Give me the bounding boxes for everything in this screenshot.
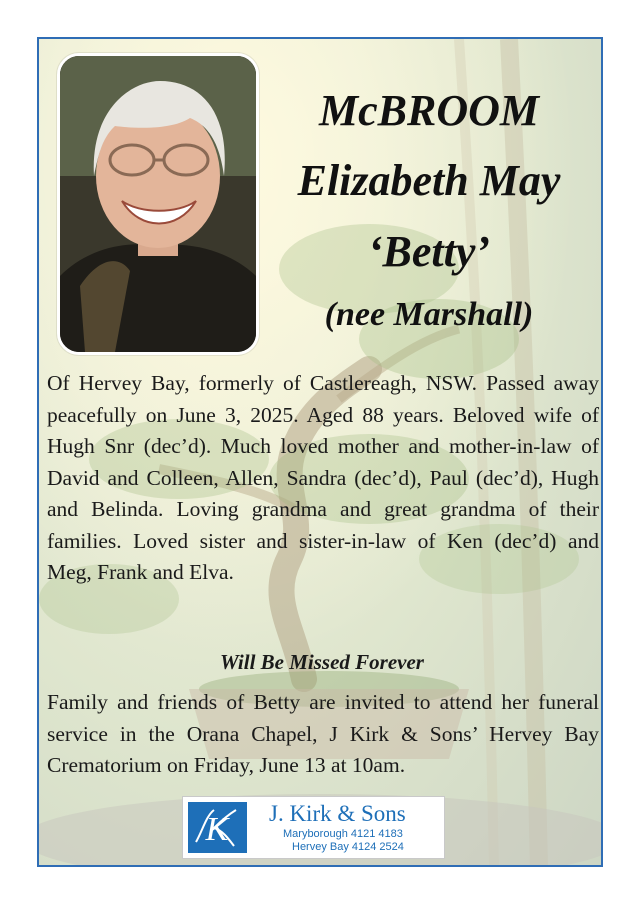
- funeral-director-logo: [182, 796, 445, 859]
- logo-phone-hervey-bay: Hervey Bay 4124 2524: [292, 841, 404, 853]
- obituary-paragraph: Of Hervey Bay, formerly of Castlereagh, NSW. Passed away peacefully on June 3, 2025. Aged 88 years. Beloved wife of Hugh Snr (dec’d). Much loved mother and mother-in-law of David and Colleen, Allen, Sandra (dec’d), Paul (dec’d), Hugh and Belinda. Loving grandma and great grandma of their families. Loved sister and sister-in-law of Ken (dec’d) and Meg, Frank and Elva.: [47, 371, 599, 584]
- portrait-image: [60, 56, 256, 352]
- logo-phone-maryborough: Maryborough 4121 4183: [283, 828, 403, 840]
- portrait-photo: [57, 53, 259, 355]
- given-names-heading: Elizabeth May: [297, 156, 561, 205]
- funeral-notice-card: [37, 37, 603, 867]
- logo-monogram-letter: K: [205, 811, 229, 848]
- logo-monogram-icon: [188, 802, 247, 853]
- nickname-heading: ‘Betty’: [367, 227, 491, 276]
- funeral-details-paragraph: Family and friends of Betty are invited to attend her funeral service in the Orana Chapel, J Kirk & Sons’ Hervey Bay Crematorium on Friday, June 13 at 10am.: [47, 690, 599, 777]
- tagline: Will Be Missed Forever: [220, 650, 424, 674]
- surname-heading: McBROOM: [318, 86, 540, 135]
- logo-company-name: J. Kirk & Sons: [269, 801, 406, 826]
- maiden-name-heading: (nee Marshall): [324, 296, 534, 333]
